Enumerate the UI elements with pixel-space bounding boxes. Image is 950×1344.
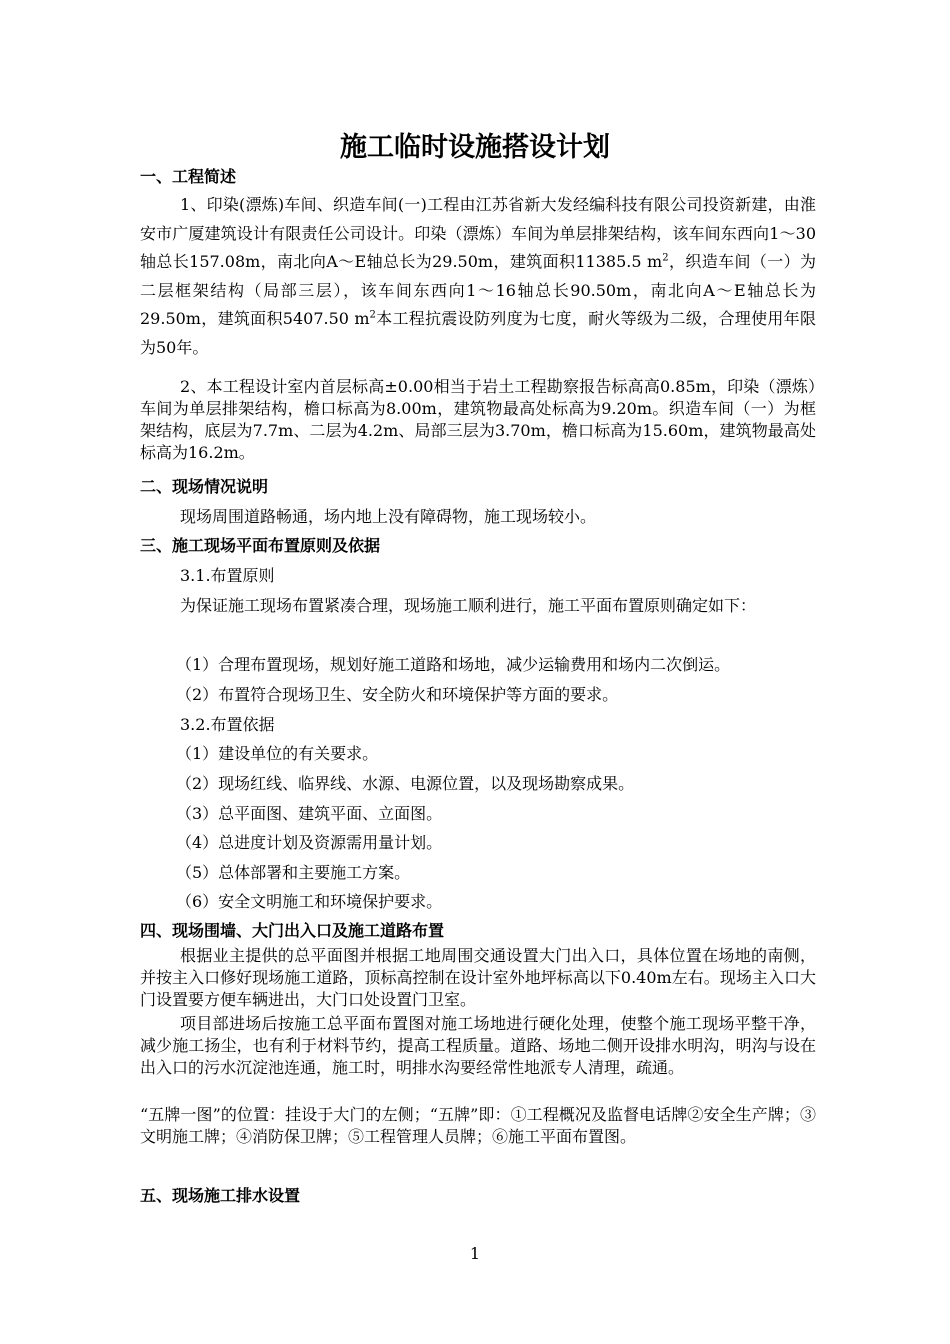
section-heading-2: 二、现场情况说明 bbox=[140, 477, 269, 496]
principle-item-2: （2）布置符合现场卫生、安全防火和环境保护等方面的要求。 bbox=[176, 685, 619, 704]
basis-item-5: （5）总体部署和主要施工方案。 bbox=[176, 863, 411, 882]
superscript-2: 2 bbox=[369, 309, 376, 321]
basis-item-2: （2）现场红线、临界线、水源、电源位置，以及现场勘察成果。 bbox=[176, 774, 635, 793]
section-heading-1: 一、工程简述 bbox=[140, 167, 237, 186]
document-title: 施工临时设施搭设计划 bbox=[340, 132, 610, 163]
paragraph-site-hardening: 项目部进场后按施工总平面布置图对施工场地进行硬化处理，使整个施工现场平整干净，减少施工扬尘，也有利于材料节约，提高工程质量。道路、场地二侧开设排水明沟，明沟与设在出入口的污水沉淀池连通，施工时，明排水沟要经常性地派专人清理，疏通。 bbox=[140, 1014, 816, 1077]
basis-item-1: （1）建设单位的有关要求。 bbox=[176, 744, 379, 763]
basis-item-3: （3）总平面图、建筑平面、立面图。 bbox=[176, 804, 443, 823]
paragraph-signboards: “五牌一图”的位置：挂设于大门的左侧；“五牌”即：①工程概况及监督电话牌②安全生产牌；③文明施工牌；④消防保卫牌；⑤工程管理人员牌；⑥施工平面布置图。 bbox=[140, 1105, 816, 1146]
paragraph-entrance: 根据业主提供的总平面图并根据工地周围交通设置大门出入口，具体位置在场地的南侧，并按主入口修好现场施工道路，顶标高控制在设计室外地坪标高以下0.40m左右。现场主入口大门设置要方便车辆进出，大门口处设置门卫室。 bbox=[140, 946, 816, 1009]
page-number: 1 bbox=[469, 1244, 481, 1263]
paragraph-layout-principle: 为保证施工现场布置紧凑合理，现场施工顺利进行，施工平面布置原则确定如下： bbox=[180, 596, 757, 615]
subheading-3-2: 3.2.布置依据 bbox=[180, 715, 275, 734]
principle-item-1: （1）合理布置现场，规划好施工道路和场地，减少运输费用和场内二次倒运。 bbox=[176, 655, 731, 674]
superscript-1: 2 bbox=[662, 252, 669, 264]
overview-text-c: 本工程抗震设防列度为七度，耐火等级为二级，合理使用年限为50年。 bbox=[140, 309, 816, 357]
section-heading-3: 三、施工现场平面布置原则及依据 bbox=[140, 536, 381, 555]
paragraph-project-overview bbox=[140, 191, 816, 362]
overview-text-a: 1、印染(漂炼)车间、织造车间(一)工程由江苏省新大发经编科技有限公司投资新建，由淮安市广厦建筑设计有限责任公司设计。印染（漂炼）车间为单层排架结构，该车间东西向1～30轴总长157.08m，南北向A～E轴总长为29.50m，建筑面积11385.5 m bbox=[140, 195, 816, 271]
overview-text-b: ，织造车间（一）为二层框架结构（局部三层），该车间东西向1～16轴总长90.50m，南北向A～E轴总长为29.50m，建筑面积5407.50 m bbox=[140, 252, 816, 328]
basis-item-6: （6）安全文明施工和环境保护要求。 bbox=[176, 892, 443, 911]
basis-item-4: （4）总进度计划及资源需用量计划。 bbox=[176, 833, 443, 852]
paragraph-elevation: 2、本工程设计室内首层标高±0.00相当于岩土工程勘察报告标高高0.85m，印染（漂炼）车间为单层排架结构，檐口标高为8.00m，建筑物最高处标高为9.20m。织造车间（一）为框架结构，底层为7.7m、二层为4.2m、局部三层为3.70m，檐口标高为15.60m，建筑物最高处标高为16.2m。 bbox=[140, 377, 816, 462]
subheading-3-1: 3.1.布置原则 bbox=[180, 566, 275, 585]
paragraph-site-conditions: 现场周围道路畅通，场内地上没有障碍物，施工现场较小。 bbox=[180, 507, 597, 526]
section-heading-5: 五、现场施工排水设置 bbox=[140, 1186, 301, 1205]
section-heading-4: 四、现场围墙、大门出入口及施工道路布置 bbox=[140, 921, 445, 940]
